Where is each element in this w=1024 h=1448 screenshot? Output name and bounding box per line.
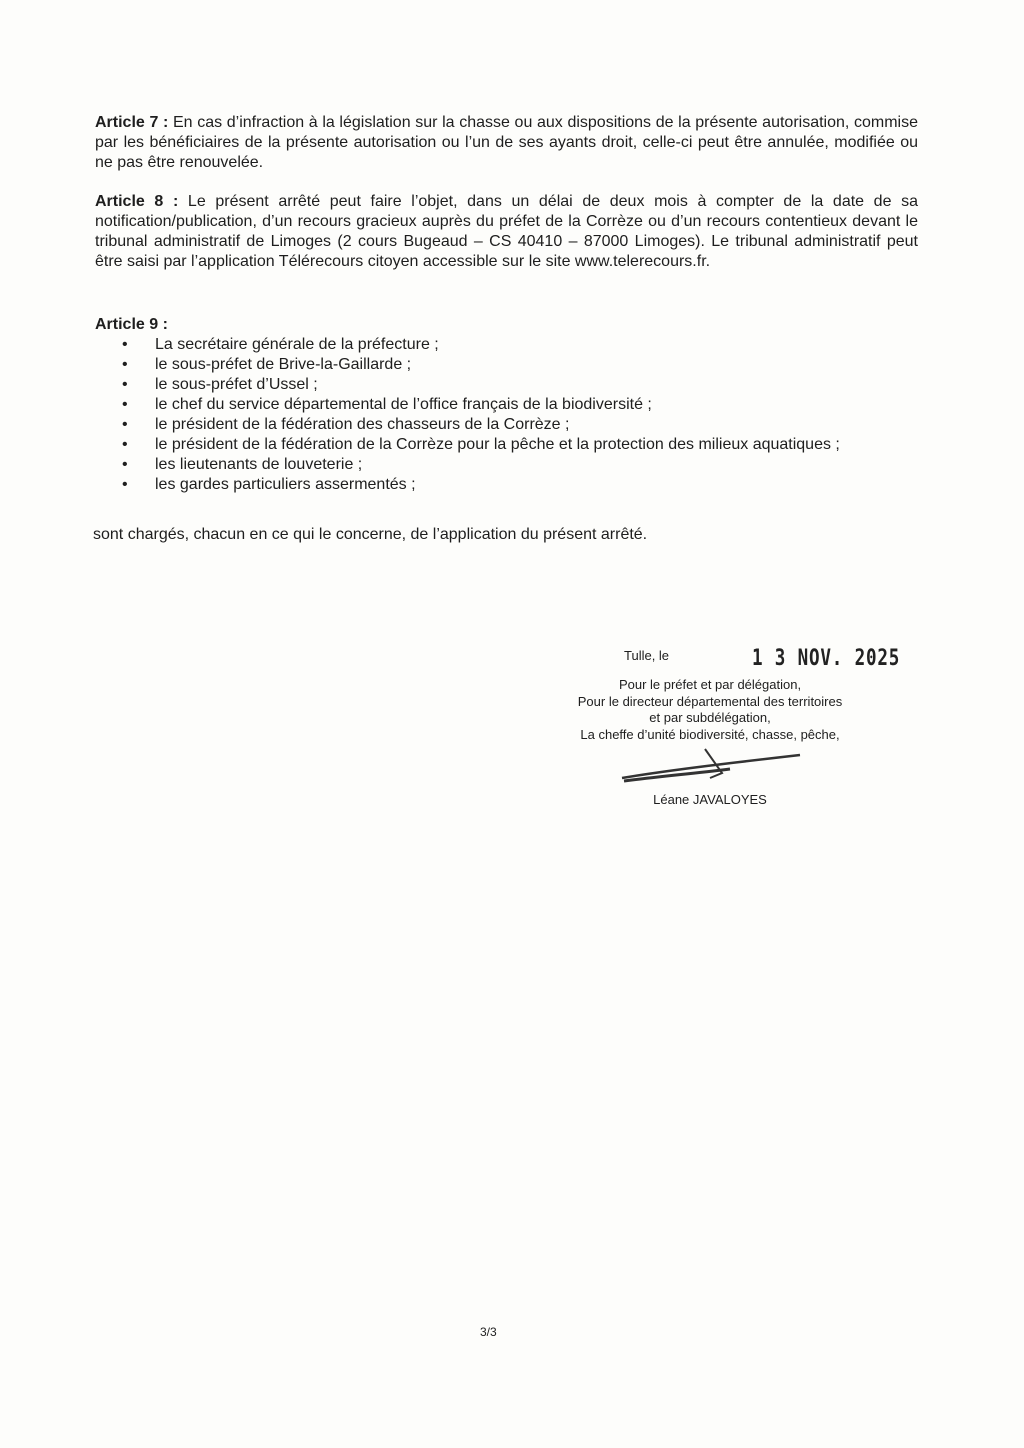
bullet-icon: • — [122, 416, 128, 433]
bullet-icon: • — [122, 456, 128, 473]
signature-line: La cheffe d’unité biodiversité, chasse, pêche, — [580, 726, 840, 742]
signature-line: Pour le directeur départemental des territoires — [577, 693, 843, 709]
article-9 — [95, 315, 918, 495]
handwritten-signature — [610, 745, 810, 785]
list-item: • les lieutenants de louveterie ; — [122, 456, 363, 473]
signature-place: Tulle, le — [624, 648, 670, 663]
date-stamp: 1 3 NOV. 2025 — [752, 646, 901, 671]
article-9-label: Article 9 : — [95, 316, 168, 333]
article-7-label: Article 7 : — [95, 114, 169, 131]
article-8-text: Le présent arrêté peut faire l’objet, dans un délai de deux mois à compter de la date de sa notification/publication, d’un recours gracieux auprès du préfet de la Corrèze ou d’un recours contentieux devant le tribunal administratif de Limoges (2 cours Bugeaud – CS 40410 – 87000 Limoges). Le tribunal administratif peut être saisi par l’application Télérecours citoyen accessible sur le site www.telerecours.fr. — [95, 193, 919, 270]
signature-line: Pour le préfet et par délégation, — [618, 677, 802, 692]
page-number: 3/3 — [480, 1325, 497, 1339]
article-7 — [95, 113, 918, 173]
signature-line: et par subdélégation, — [649, 710, 771, 725]
closing-sentence: sont chargés, chacun en ce qui le concerne, de l’application du présent arrêté. — [93, 526, 648, 543]
article-9-list — [95, 335, 918, 495]
list-item: • les gardes particuliers assermentés ; — [122, 476, 416, 493]
signer-name: Léane JAVALOYES — [653, 792, 767, 807]
bullet-icon: • — [122, 436, 128, 453]
list-item: • le chef du service départemental de l’office français de la biodiversité ; — [122, 396, 652, 413]
bullet-icon: • — [122, 376, 128, 393]
list-item: • le président de la fédération des chasseurs de la Corrèze ; — [122, 416, 570, 433]
list-item: • La secrétaire générale de la préfecture ; — [122, 336, 439, 353]
bullet-icon: • — [122, 476, 128, 493]
article-7-text: En cas d’infraction à la législation sur la chasse ou aux dispositions de la présente autorisation, commise par les bénéficiaires de la présente autorisation ou l’un de ses ayants droit, celle-ci peut être annulée, modifiée ou ne pas être renouvelée. — [95, 114, 918, 171]
article-8-label: Article 8 : — [95, 193, 179, 210]
signature-block — [540, 677, 880, 743]
list-item: • le sous-préfet de Brive-la-Gaillarde ; — [122, 356, 412, 373]
list-item: • le président de la fédération de la Corrèze pour la pêche et la protection des milieux aquatiques ; — [122, 436, 840, 453]
bullet-icon: • — [122, 396, 128, 413]
list-item: • le sous-préfet d’Ussel ; — [122, 376, 318, 393]
bullet-icon: • — [122, 356, 128, 373]
article-8 — [95, 192, 918, 272]
bullet-icon: • — [122, 336, 128, 353]
